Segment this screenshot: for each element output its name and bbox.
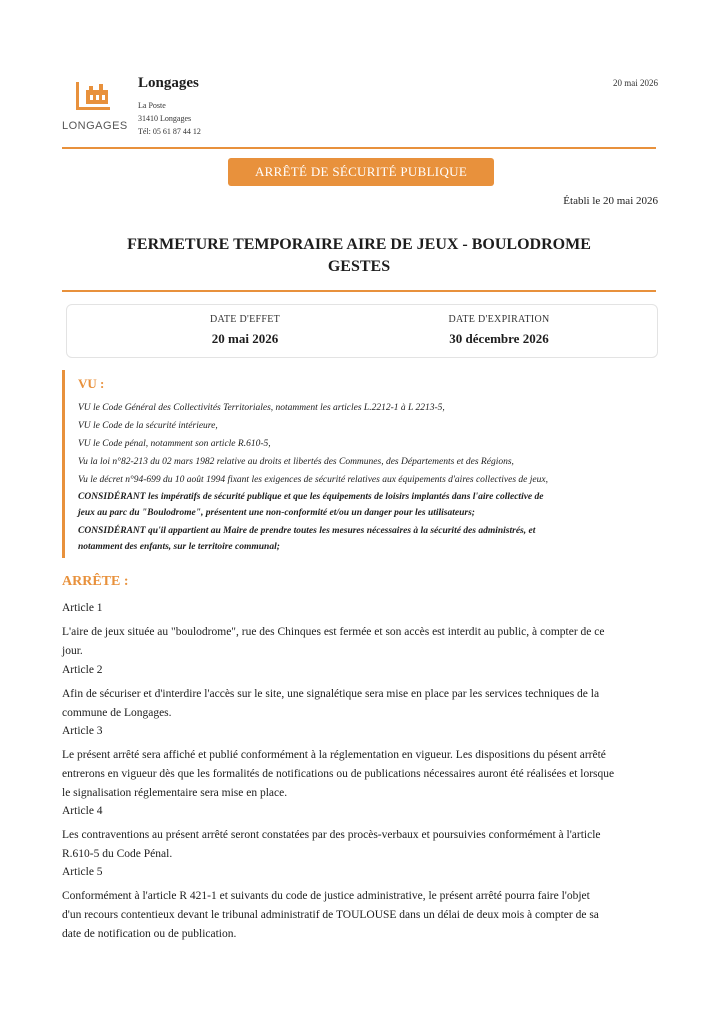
article-title: Article 4: [62, 805, 103, 817]
article-title: Article 3: [62, 725, 103, 737]
article-text: [62, 623, 658, 661]
title-line1: FERMETURE TEMPORAIRE AIRE DE JEUX - BOULODROME: [127, 236, 591, 253]
article-line: Les contraventions au présent arrêté seront constatées par des procès-verbaux et poursuivies conformément à l'article: [62, 829, 601, 841]
article-text: [62, 887, 658, 944]
vu-line: CONSIDÉRANT les impératifs de sécurité publique et que les équipements de loisirs implantés dans l'aire collective de: [78, 492, 544, 502]
arrete-title: ARRÊTE :: [62, 574, 129, 589]
vu-line: VU le Code de la sécurité intérieure,: [78, 421, 218, 431]
article-line: Conformément à l'article R 421-1 et suivants du code de justice administrative, le présent arrêté pourra faire l'objet: [62, 890, 590, 902]
article-line: commune de Longages.: [62, 707, 172, 719]
logo-text: LONGAGES: [62, 120, 128, 132]
established-date: Établi le 20 mai 2026: [563, 195, 658, 207]
article-line: Afin de sécuriser et d'interdire l'accès sur le site, une signalétique sera mise en place par les services techniques de la: [62, 688, 600, 700]
vu-line: VU le Code pénal, notamment son article R.610-5,: [78, 439, 271, 449]
town-logo-icon: [74, 78, 114, 116]
expiry-date-label: DATE D'EXPIRATION: [448, 314, 550, 325]
vu-line: Vu la loi n°82-213 du 02 mars 1982 relative au droits et libertés des Communes, des Départements et des Régions,: [78, 457, 514, 467]
article-title: Article 1: [62, 602, 103, 614]
vu-line: notamment des enfants, sur le territoire communal;: [78, 542, 280, 552]
town-logo: [62, 78, 126, 134]
address-line2: 31410 Longages: [138, 114, 192, 123]
vu-title: VU :: [78, 376, 105, 391]
article-line: R.610-5 du Code Pénal.: [62, 848, 173, 860]
vu-line: VU le Code Général des Collectivités Territoriales, notamment les articles L.2212-1 à L 2213-5,: [78, 403, 445, 413]
vu-line: Vu le décret n°94-699 du 10 août 1994 fixant les exigences de sécurité relatives aux équipements d'aires collectives de jeux,: [78, 475, 548, 485]
article-line: le signalisation réglementaire sera mise en place.: [62, 787, 288, 799]
article-line: jour.: [62, 645, 83, 657]
article-title: Article 2: [62, 664, 103, 676]
article-line: entrerons en vigueur dès que les formalités de notifications ou de publications nécessaires auront été réalisées et lorsque: [62, 768, 615, 780]
address-line1: La Poste: [138, 101, 166, 110]
article-text: [62, 746, 658, 803]
article-line: L'aire de jeux située au "boulodrome", rue des Chinques est fermée et son accès est interdit au public, à compter de ce: [62, 626, 605, 638]
document-type-badge: ARRÊTÉ DE SÉCURITÉ PUBLIQUE: [228, 158, 494, 186]
effect-date-value: 20 mai 2026: [211, 331, 279, 346]
article-title: Article 5: [62, 866, 103, 878]
org-name: Longages: [138, 75, 199, 91]
document-title: [62, 234, 656, 278]
vu-line: CONSIDÉRANT qu'il appartient au Maire de prendre toutes les mesures nécessaires à la sécurité des administrés, et: [78, 526, 536, 536]
dates-panel: [66, 304, 658, 358]
header-divider: [62, 147, 656, 149]
expiry-date-value: 30 décembre 2026: [449, 331, 549, 346]
vu-line: jeux au parc du "Boulodrome", présentent une non-conformité et/ou un danger pour les utilisateurs;: [78, 508, 475, 518]
phone-number: Tél: 05 61 87 44 12: [138, 127, 201, 136]
article-line: date de notification ou de publication.: [62, 928, 237, 940]
title-line2: GESTES: [327, 258, 391, 275]
header-date: 20 mai 2026: [613, 78, 658, 88]
article-text: [62, 826, 658, 864]
article-text: [62, 685, 658, 723]
effect-date-block: [135, 314, 355, 347]
article-line: Le présent arrêté sera affiché et publié conformément à la réglementation en vigueur. Les dispositions du pésent arrêté: [62, 749, 606, 761]
effect-date-label: DATE D'EFFET: [209, 314, 281, 325]
expiry-date-block: [389, 314, 609, 347]
title-divider: [62, 290, 656, 292]
article-line: d'un recours contentieux devant le tribunal administratif de TOULOUSE dans un délai de deux mois à compter de sa: [62, 909, 599, 921]
